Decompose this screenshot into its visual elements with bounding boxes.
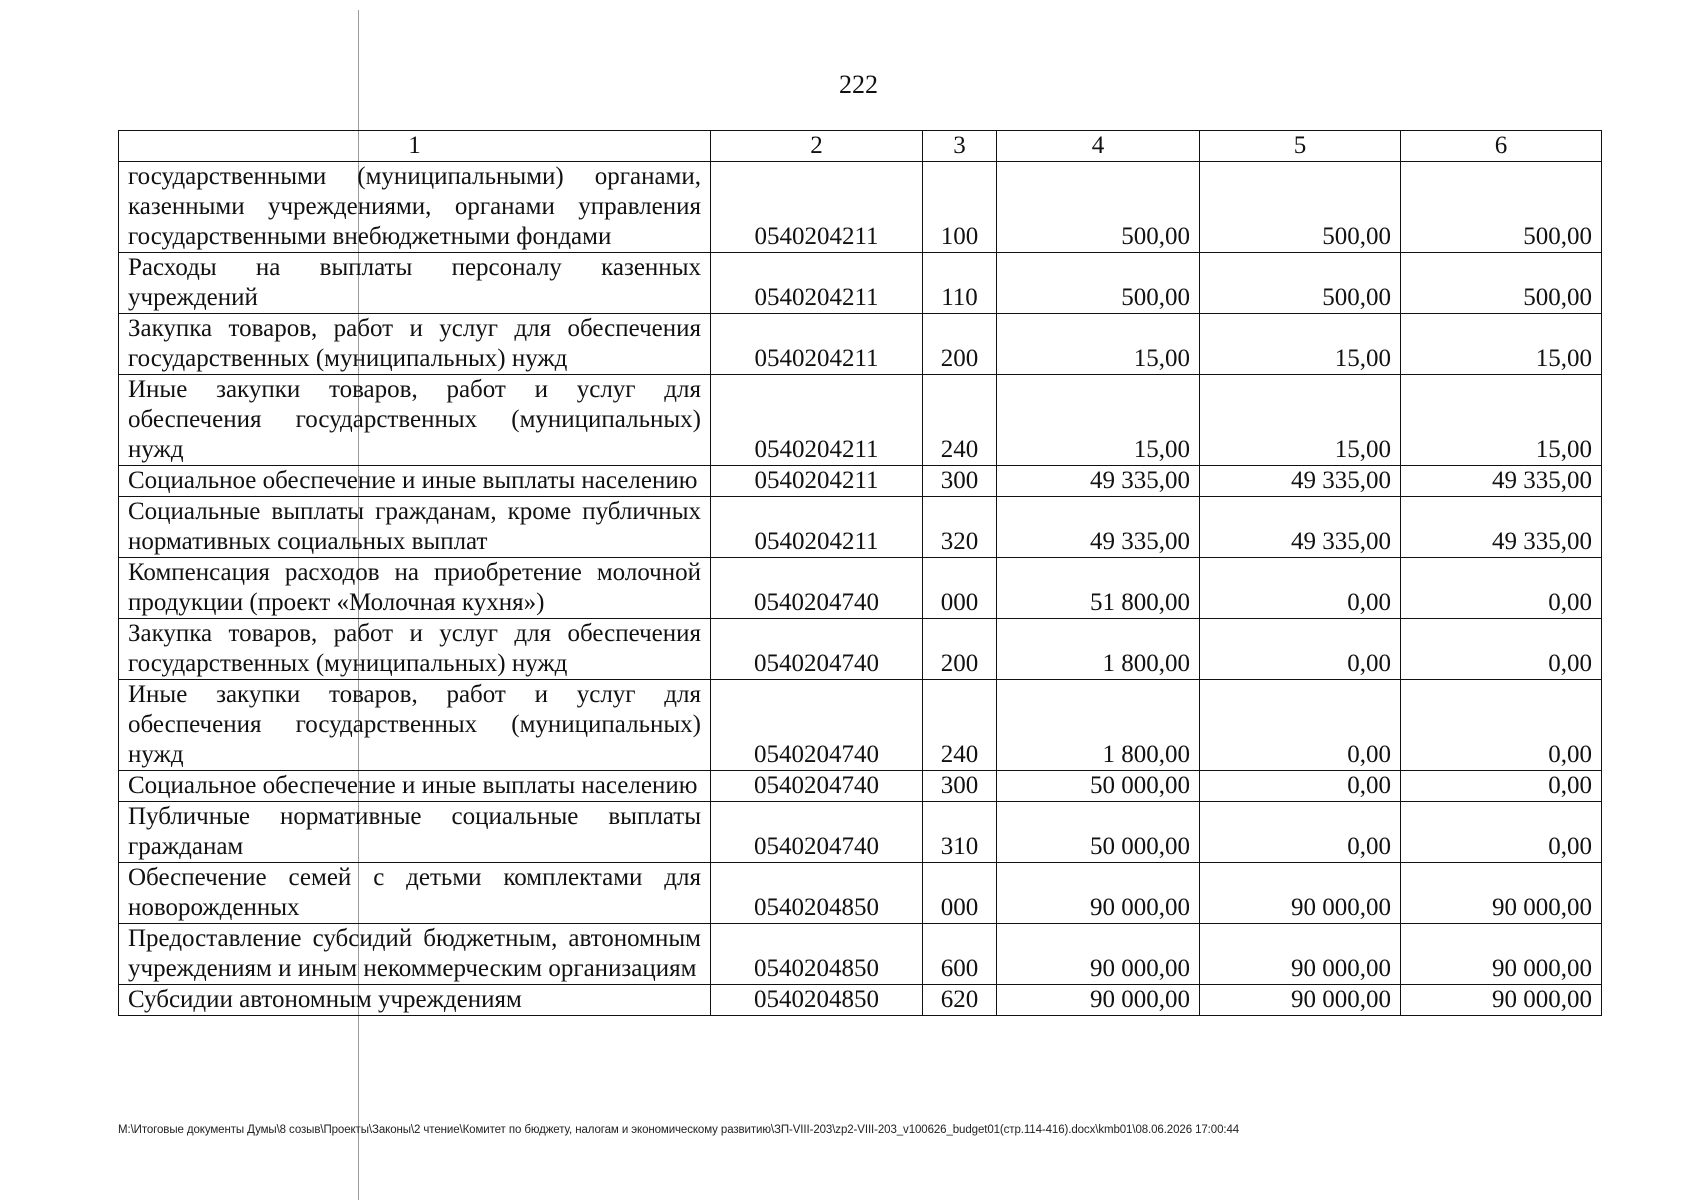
target-code: 0540204850 bbox=[711, 985, 923, 1016]
target-code: 0540204850 bbox=[711, 863, 923, 924]
expense-name: Иные закупки товаров, работ и услуг для обеспечения государственных (муниципальных) нужд bbox=[119, 680, 711, 771]
target-code: 0540204211 bbox=[711, 375, 923, 466]
expense-name: Социальные выплаты гражданам, кроме публичных нормативных социальных выплат bbox=[119, 497, 711, 558]
expense-type: 310 bbox=[923, 802, 997, 863]
column-header-3: 3 bbox=[923, 131, 997, 162]
table-row bbox=[119, 375, 1602, 466]
table-row bbox=[119, 863, 1602, 924]
amount-col5: 90 000,00 bbox=[1200, 863, 1401, 924]
amount-col5: 500,00 bbox=[1200, 253, 1401, 314]
expense-name: Компенсация расходов на приобретение молочной продукции (проект «Молочная кухня») bbox=[119, 558, 711, 619]
amount-col6: 15,00 bbox=[1401, 375, 1602, 466]
amount-col6: 0,00 bbox=[1401, 558, 1602, 619]
expense-name: Иные закупки товаров, работ и услуг для обеспечения государственных (муниципальных) нужд bbox=[119, 375, 711, 466]
amount-col6: 15,00 bbox=[1401, 314, 1602, 375]
expense-type: 200 bbox=[923, 314, 997, 375]
expense-type: 200 bbox=[923, 619, 997, 680]
amount-col5: 49 335,00 bbox=[1200, 497, 1401, 558]
table-row bbox=[119, 162, 1602, 253]
amount-col5: 15,00 bbox=[1200, 375, 1401, 466]
table-body bbox=[119, 162, 1602, 1016]
table-row bbox=[119, 985, 1602, 1016]
header-row bbox=[119, 131, 1602, 162]
amount-col6: 0,00 bbox=[1401, 680, 1602, 771]
budget-table bbox=[118, 130, 1602, 1016]
column-header-5: 5 bbox=[1200, 131, 1401, 162]
expense-name: Социальное обеспечение и иные выплаты населению bbox=[119, 771, 711, 802]
target-code: 0540204211 bbox=[711, 497, 923, 558]
amount-col4: 90 000,00 bbox=[997, 924, 1200, 985]
table-row bbox=[119, 802, 1602, 863]
amount-col6: 90 000,00 bbox=[1401, 924, 1602, 985]
expense-type: 240 bbox=[923, 680, 997, 771]
target-code: 0540204740 bbox=[711, 802, 923, 863]
target-code: 0540204211 bbox=[711, 253, 923, 314]
amount-col6: 0,00 bbox=[1401, 802, 1602, 863]
amount-col6: 90 000,00 bbox=[1401, 985, 1602, 1016]
amount-col5: 0,00 bbox=[1200, 619, 1401, 680]
amount-col4: 15,00 bbox=[997, 375, 1200, 466]
page-number: 222 bbox=[839, 70, 878, 99]
amount-col4: 50 000,00 bbox=[997, 771, 1200, 802]
target-code: 0540204211 bbox=[711, 162, 923, 253]
target-code: 0540204740 bbox=[711, 619, 923, 680]
table-row bbox=[119, 466, 1602, 497]
amount-col6: 90 000,00 bbox=[1401, 863, 1602, 924]
amount-col4: 51 800,00 bbox=[997, 558, 1200, 619]
column-header-6: 6 bbox=[1401, 131, 1602, 162]
amount-col5: 15,00 bbox=[1200, 314, 1401, 375]
amount-col4: 50 000,00 bbox=[997, 802, 1200, 863]
target-code: 0540204211 bbox=[711, 314, 923, 375]
amount-col6: 500,00 bbox=[1401, 162, 1602, 253]
amount-col5: 0,00 bbox=[1200, 771, 1401, 802]
expense-name: государственными (муниципальными) органами, казенными учреждениями, органами управления государственными внебюджетными фондами bbox=[119, 162, 711, 253]
amount-col6: 500,00 bbox=[1401, 253, 1602, 314]
amount-col5: 90 000,00 bbox=[1200, 924, 1401, 985]
amount-col5: 500,00 bbox=[1200, 162, 1401, 253]
column-header-4: 4 bbox=[997, 131, 1200, 162]
amount-col5: 0,00 bbox=[1200, 558, 1401, 619]
amount-col5: 90 000,00 bbox=[1200, 985, 1401, 1016]
target-code: 0540204850 bbox=[711, 924, 923, 985]
target-code: 0540204740 bbox=[711, 771, 923, 802]
table-row bbox=[119, 253, 1602, 314]
target-code: 0540204740 bbox=[711, 680, 923, 771]
expense-name: Расходы на выплаты персоналу казенных учреждений bbox=[119, 253, 711, 314]
amount-col4: 15,00 bbox=[997, 314, 1200, 375]
expense-name: Обеспечение семей с детьми комплектами для новорожденных bbox=[119, 863, 711, 924]
expense-type: 320 bbox=[923, 497, 997, 558]
amount-col4: 500,00 bbox=[997, 253, 1200, 314]
amount-col5: 0,00 bbox=[1200, 680, 1401, 771]
table-row bbox=[119, 619, 1602, 680]
expense-type: 110 bbox=[923, 253, 997, 314]
expense-name: Предоставление субсидий бюджетным, автономным учреждениям и иным некоммерческим организациям bbox=[119, 924, 711, 985]
amount-col5: 0,00 bbox=[1200, 802, 1401, 863]
expense-type: 620 bbox=[923, 985, 997, 1016]
expense-type: 000 bbox=[923, 863, 997, 924]
target-code: 0540204211 bbox=[711, 466, 923, 497]
table-row bbox=[119, 558, 1602, 619]
amount-col6: 0,00 bbox=[1401, 771, 1602, 802]
expense-name: Закупка товаров, работ и услуг для обеспечения государственных (муниципальных) нужд bbox=[119, 619, 711, 680]
document-file-path: M:\Итоговые документы Думы\8 созыв\Проекты\Законы\2 чтение\Комитет по бюджету, налогам и экономическому развитию\ЗП-VIII-203\zp2-VIII-203_v100626_budget01(стр.114-416).docx\kmb01\08.06.2026 17:00:44 bbox=[118, 1124, 1240, 1136]
expense-type: 000 bbox=[923, 558, 997, 619]
amount-col4: 49 335,00 bbox=[997, 466, 1200, 497]
amount-col6: 0,00 bbox=[1401, 619, 1602, 680]
table-row bbox=[119, 680, 1602, 771]
expense-type: 600 bbox=[923, 924, 997, 985]
amount-col4: 1 800,00 bbox=[997, 619, 1200, 680]
amount-col6: 49 335,00 bbox=[1401, 466, 1602, 497]
column-header-1: 1 bbox=[119, 131, 711, 162]
expense-name: Публичные нормативные социальные выплаты гражданам bbox=[119, 802, 711, 863]
expense-type: 300 bbox=[923, 466, 997, 497]
table-row bbox=[119, 924, 1602, 985]
expense-name: Закупка товаров, работ и услуг для обеспечения государственных (муниципальных) нужд bbox=[119, 314, 711, 375]
table-row bbox=[119, 314, 1602, 375]
column-header-2: 2 bbox=[711, 131, 923, 162]
amount-col4: 49 335,00 bbox=[997, 497, 1200, 558]
amount-col4: 90 000,00 bbox=[997, 863, 1200, 924]
amount-col4: 1 800,00 bbox=[997, 680, 1200, 771]
amount-col5: 49 335,00 bbox=[1200, 466, 1401, 497]
amount-col4: 90 000,00 bbox=[997, 985, 1200, 1016]
table-row bbox=[119, 771, 1602, 802]
expense-type: 240 bbox=[923, 375, 997, 466]
expense-name: Субсидии автономным учреждениям bbox=[119, 985, 711, 1016]
expense-type: 300 bbox=[923, 771, 997, 802]
table-row bbox=[119, 497, 1602, 558]
expense-type: 100 bbox=[923, 162, 997, 253]
target-code: 0540204740 bbox=[711, 558, 923, 619]
amount-col6: 49 335,00 bbox=[1401, 497, 1602, 558]
expense-name: Социальное обеспечение и иные выплаты населению bbox=[119, 466, 711, 497]
amount-col4: 500,00 bbox=[997, 162, 1200, 253]
